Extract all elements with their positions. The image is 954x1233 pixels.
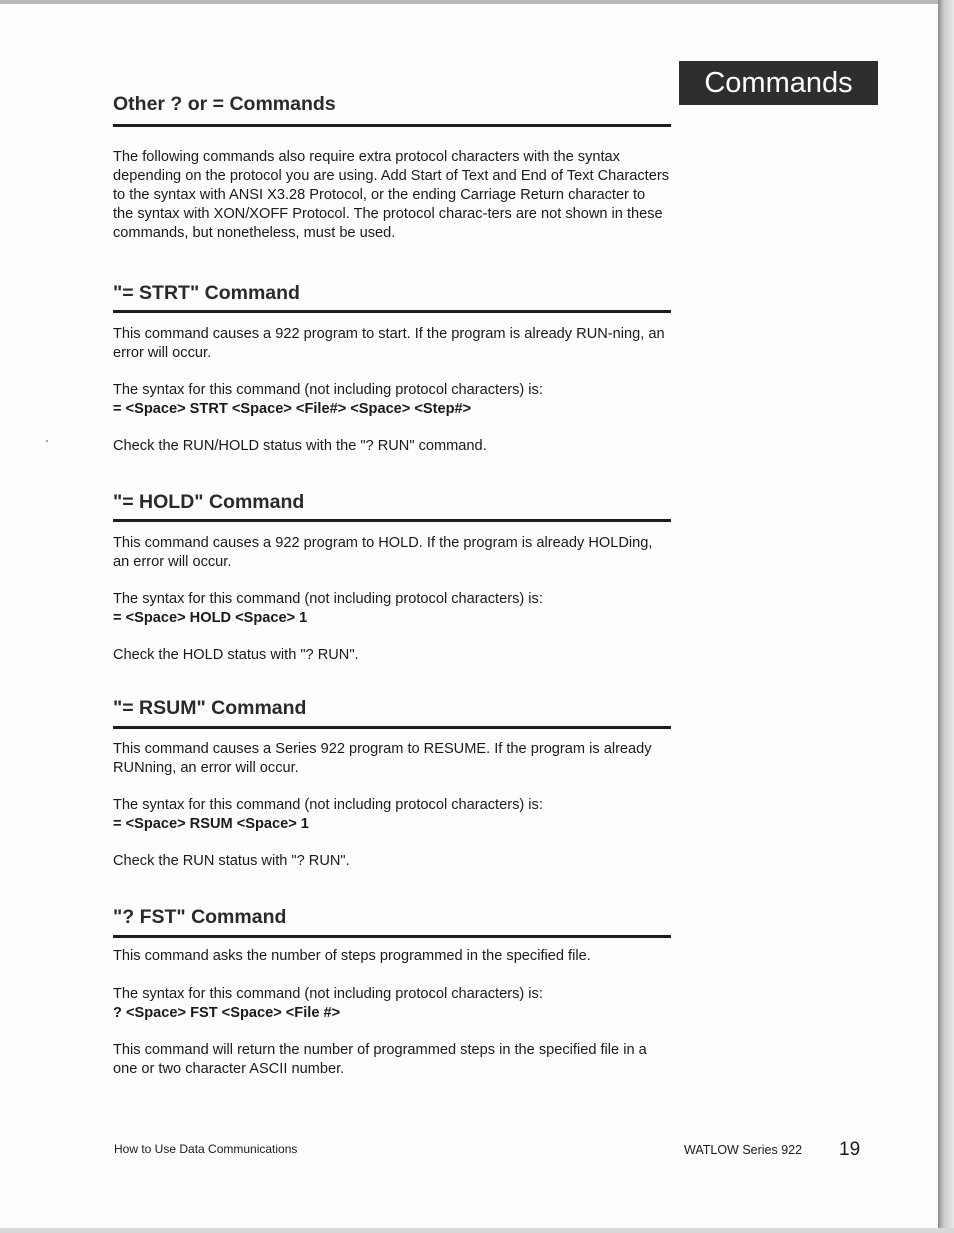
command-note: Check the RUN/HOLD status with the "? RUN" command. xyxy=(113,438,487,454)
section-heading: "= RSUM" Command xyxy=(113,697,307,719)
footer-product: WATLOW Series 922 xyxy=(684,1143,803,1157)
heading-rule xyxy=(113,935,671,938)
command-syntax: = <Space> STRT <Space> <File#> <Space> <Step#> xyxy=(113,401,472,417)
syntax-label: The syntax for this command (not including protocol characters) is: xyxy=(113,591,543,607)
scan-speck xyxy=(46,440,48,442)
command-syntax: = <Space> RSUM <Space> 1 xyxy=(113,816,309,832)
page-right-edge xyxy=(938,0,954,1233)
syntax-label: The syntax for this command (not including protocol characters) is: xyxy=(113,986,543,1002)
section-heading: "= HOLD" Command xyxy=(113,491,305,513)
command-intro: This command causes a 922 program to start. If the program is already RUN-ning, an error will occur. xyxy=(113,326,665,361)
heading-rule xyxy=(113,124,671,127)
page-number: 19 xyxy=(839,1139,861,1160)
syntax-label: The syntax for this command (not including protocol characters) is: xyxy=(113,797,543,813)
section-fst-command xyxy=(113,905,673,1079)
page-bottom-edge xyxy=(0,1228,954,1233)
command-intro: This command causes a 922 program to HOLD. If the program is already HOLDing, an error will occur. xyxy=(113,535,653,570)
heading-rule xyxy=(113,519,671,522)
footer-title: How to Use Data Communications xyxy=(114,1142,298,1156)
command-syntax: ? <Space> FST <Space> <File #> xyxy=(113,1005,341,1021)
section-rsum-command xyxy=(113,696,673,871)
section-heading: "? FST" Command xyxy=(113,906,287,928)
section-other-commands xyxy=(113,92,673,243)
command-syntax: = <Space> HOLD <Space> 1 xyxy=(113,610,308,626)
section-heading: Other ? or = Commands xyxy=(113,93,336,115)
command-note: Check the RUN status with "? RUN". xyxy=(113,853,350,869)
command-intro: This command asks the number of steps programmed in the specified file. xyxy=(113,948,591,964)
section-paragraph: The following commands also require extra protocol characters with the syntax depending on the protocol you are using. Add Start of Text and End of Text Characters to the syntax with ANSI X3.28 Protocol, or the ending Carriage Return character to the syntax with XON/XOFF Protocol. The protocol charac-ters are not shown in these commands, but nonetheless, must be used. xyxy=(113,149,670,241)
command-note: Check the HOLD status with "? RUN". xyxy=(113,647,359,663)
heading-rule xyxy=(113,726,671,729)
heading-rule xyxy=(113,310,671,313)
section-hold-command xyxy=(113,490,673,665)
command-note: This command will return the number of programmed steps in the specified file in a one or two character ASCII number. xyxy=(113,1042,647,1077)
section-strt-command xyxy=(113,281,673,456)
syntax-label: The syntax for this command (not including protocol characters) is: xyxy=(113,382,543,398)
section-tab: Commands xyxy=(679,61,878,105)
command-intro: This command causes a Series 922 program to RESUME. If the program is already RUNning, an error will occur. xyxy=(113,741,652,776)
section-heading: "= STRT" Command xyxy=(113,282,300,304)
